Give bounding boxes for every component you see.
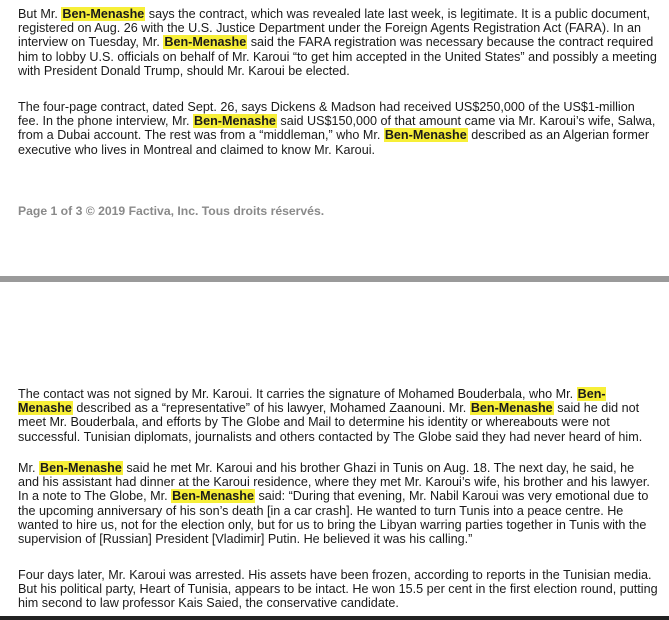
highlighted-name: Ben-Menashe [62, 7, 145, 21]
paragraph-contract-legitimacy: But Mr. Ben-Menashe says the contract, which was revealed late last week, is legitimate. It is a public document, registered on Aug. 26 with the U.S. Justice Department under the Foreign Agents Registration Act (FARA). In an interview on Tuesday, Mr. Ben-Menashe said the FARA registration was necessary because the contract required him to lobby U.S. officials on behalf of Mr. Karoui “to get him accepted in the United States” and possibly a meeting with President Donald Trump, should Mr. Karoui be elected. [18, 7, 657, 78]
highlighted-name: Ben-Menashe [172, 489, 254, 504]
highlighted-name: Ben-Menashe [40, 461, 122, 475]
highlighted-name: Ben-Menashe [384, 128, 467, 143]
paragraph-arrest: Four days later, Mr. Karoui was arrested. His assets have been frozen, according to reports in the Tunisian media. But his political party, Heart of Tunisia, appears to be intact. He won 15.5 per cent in the first election round, putting him second to law professor Kais Saied, the conservative candidate. [18, 568, 658, 611]
highlighted-name: Ben-Menashe [194, 114, 276, 129]
paragraph-meeting-tunis: Mr. Ben-Menashe said he met Mr. Karoui and his brother Ghazi in Tunis on Aug. 18. The next day, he said, he and his assistant had dinner at the Karoui residence, where they met Mr. Karoui’s wife, his brother and his lawyer. In a note to The Globe, Mr. Ben-Menashe said: “During that evening, Mr. Nabil Karoui was very emotional due to the upcoming anniversary of his son’s death [in a car crash]. He wanted to turn Tunis into a peace centre. He wanted to hire us, not for the election only, but for us to bring the Libyan warring parties together in Tunis with the supervision of [Russian] President [Vladimir] Putin. He believed it was his calling.” [18, 461, 650, 547]
highlighted-name: Ben-Menashe [470, 401, 553, 416]
page-footer: Page 1 of 3 © 2019 Factiva, Inc. Tous droits réservés. [18, 204, 325, 218]
highlighted-name: Ben-Menashe [164, 35, 247, 50]
paragraph-contract-signature: The contact was not signed by Mr. Karoui. It carries the signature of Mohamed Bouderbala, who Mr. Ben-Menashe described as a “representative” of his lawyer, Mohamed Zaanouni. Mr. Ben-Menashe said he did not meet Mr. Bouderbala, and efforts by The Globe and Mail to determine his identity or whereabouts were not successful. Tunisian diplomats, journalists and others contacted by The Globe said they had never heard of him. [18, 387, 643, 444]
page-gap [0, 282, 669, 382]
document-page-1 [0, 0, 669, 256]
bottom-edge [0, 616, 669, 620]
paragraph-contract-fee: The four-page contract, dated Sept. 26, says Dickens & Madson had received US$250,000 of the US$1-million fee. In the phone interview, Mr. Ben-Menashe said US$150,000 of that amount came via Mr. Karoui’s wife, Salwa, from a Dubai account. The rest was from a “middleman,” who Mr. Ben-Menashe described as an Algerian former executive who lives in Montreal and claimed to know Mr. Karoui. [18, 100, 656, 157]
highlighted-name: Ben-Menashe [18, 387, 606, 416]
